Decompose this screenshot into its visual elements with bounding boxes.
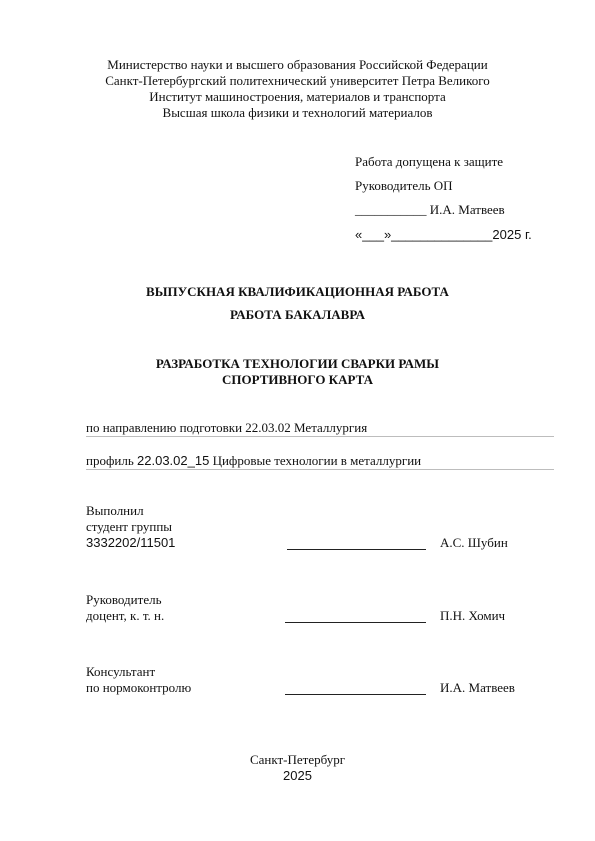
date-close-quote: » [383,227,392,242]
footer-year: 2025 [283,768,312,783]
profile-text [86,453,421,469]
consultant-signature-line [285,694,426,695]
consultant-label-line2: по нормоконтролю [86,680,192,695]
supervisor-name: П.Н. Хомич [440,608,506,623]
supervisor-label-line2: доцент, к. т. н. [86,608,165,623]
footer-city: Санкт-Петербург [249,752,346,767]
student-name: А.С. Шубин [440,535,508,550]
date-open-quote: « [355,227,363,242]
profile-code: 22.03.02_15 [137,453,210,468]
work-type-title: ВЫПУСКНАЯ КВАЛИФИКАЦИОННАЯ РАБОТА [146,284,449,299]
date-day-blank: ___ [362,227,384,242]
approval-head-name: И.А. Матвеев [429,202,505,217]
degree-title: РАБОТА БАКАЛАВРА [230,307,365,322]
student-label-line2: студент группы [86,519,173,534]
direction-text: по направлению подготовки 22.03.02 Металлургия [86,420,368,435]
ministry-line: Министерство науки и высшего образования Российской Федерации [107,57,488,72]
student-signature-line [287,549,426,550]
student-group: 3332202/11501 [86,535,176,550]
supervisor-signature-line [285,622,426,623]
signature-blank: ___________ [355,202,427,217]
approval-date [355,227,532,242]
direction-underline [86,436,554,437]
approval-head-signature [355,202,505,218]
consultant-name: И.А. Матвеев [440,680,515,695]
supervisor-label-line1: Руководитель [86,592,162,607]
university-line: Санкт-Петербургский политехнический университет Петра Великого [105,73,490,88]
date-year: 2025 г. [492,227,532,242]
profile-underline [86,469,554,470]
topic-title-line2: СПОРТИВНОГО КАРТА [221,372,374,387]
school-line: Высшая школа физики и технологий материалов [162,105,433,120]
profile-rest: Цифровые технологии в металлургии [209,453,422,468]
institute-line: Институт машиностроения, материалов и транспорта [149,89,446,104]
approval-head-title: Руководитель ОП [355,178,453,193]
consultant-label-line1: Консультант [86,664,156,679]
profile-prefix: профиль [86,453,138,468]
date-month-blank: ______________ [391,227,493,242]
student-label-line1: Выполнил [86,503,144,518]
topic-title-line1: РАЗРАБОТКА ТЕХНОЛОГИИ СВАРКИ РАМЫ [155,356,440,371]
approval-admitted: Работа допущена к защите [355,154,504,169]
